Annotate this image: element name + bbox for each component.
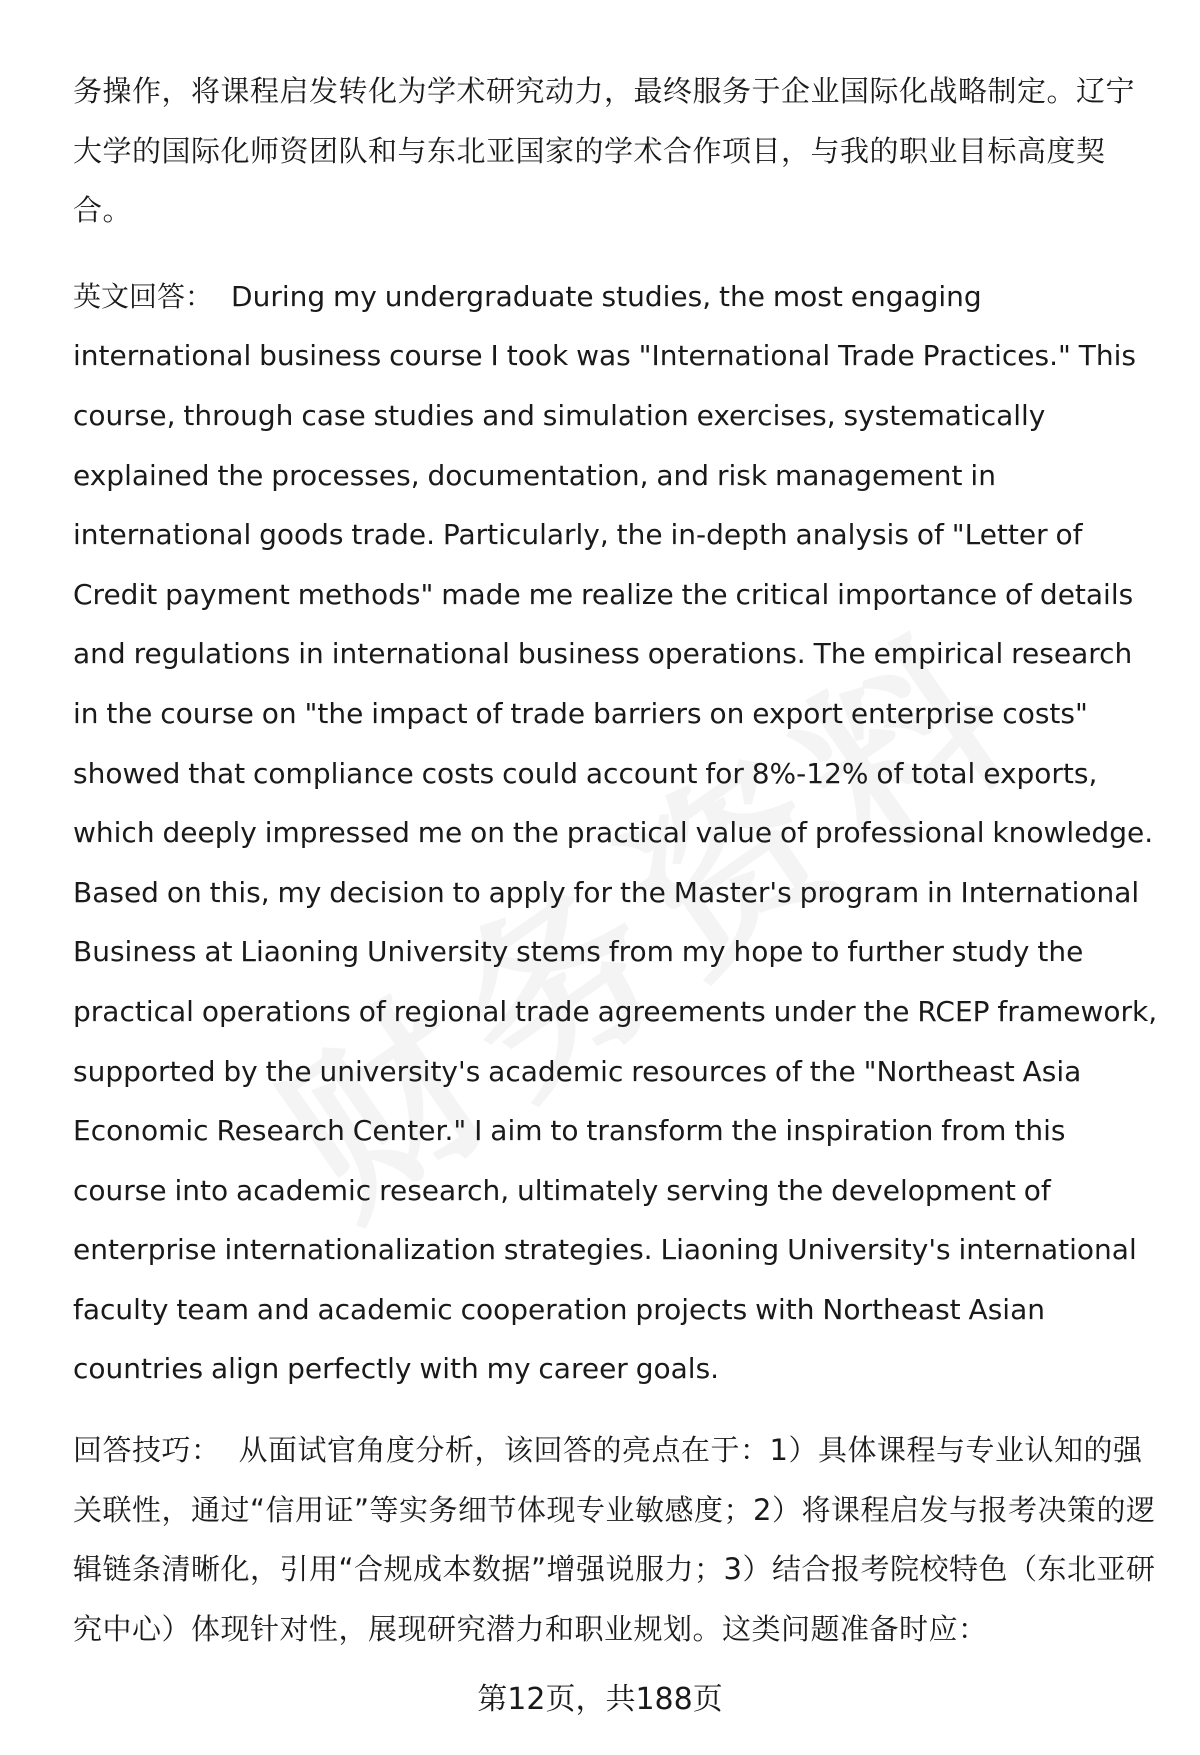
page-number-footer: 第12页，共188页 [477,1682,723,1717]
english-answer-text: During my undergraduate studies, the most engaging international business course I took was "International Trade Practices." This course, through case studies and simulation exercises, systematically explained the processes, documentation, and risk management in international goods trade. Particularly, the in-depth analysis of "Letter of Credit payment methods" made me realize the critical importance of details and regulations in international business operations. The empirical research in the course on "the impact of trade barriers on export enterprise costs" showed that compliance costs could account for 8%-12% of total exports, which deeply impressed me on the practical value of professional knowledge. Based on this, my decision to apply for the Master's program in International Business at Liaoning University stems from my hope to further study the practical operations of regional trade agreements under the RCEP framework, supported by the university's academic resources of the "Northeast Asia Economic Research Center." I aim to transform the inspiration from this course into academic research, ultimately serving the development of enterprise internationalization strategies. Liaoning University's international faculty team and academic cooperation projects with Northeast Asian countries align perfectly with my career goals. [73,279,1158,1386]
answer-tips-text: 从面试官角度分析，该回答的亮点在于：1）具体课程与专业认知的强关联性，通过“信用证”等实务细节体现专业敏感度；2）将课程启发与报考决策的逻辑链条清晰化，引用“合规成本数据”增强说服力；3）结合报考院校特色（东北亚研究中心）体现针对性，展现研究潜力和职业规划。这类问题准备时应： [73,1433,1156,1646]
paragraph-continuation: 务操作，将课程启发转化为学术研究动力，最终服务于企业国际化战略制定。辽宁大学的国际化师资团队和与东北亚国家的学术合作项目，与我的职业目标高度契合。 [73,74,1136,228]
document-body [73,62,1163,1659]
english-answer-label: 英文回答： [73,279,214,313]
answer-tips-paragraph [73,1421,1163,1659]
english-answer-paragraph [73,267,1163,1399]
answer-tips-label: 回答技巧： [73,1433,221,1468]
